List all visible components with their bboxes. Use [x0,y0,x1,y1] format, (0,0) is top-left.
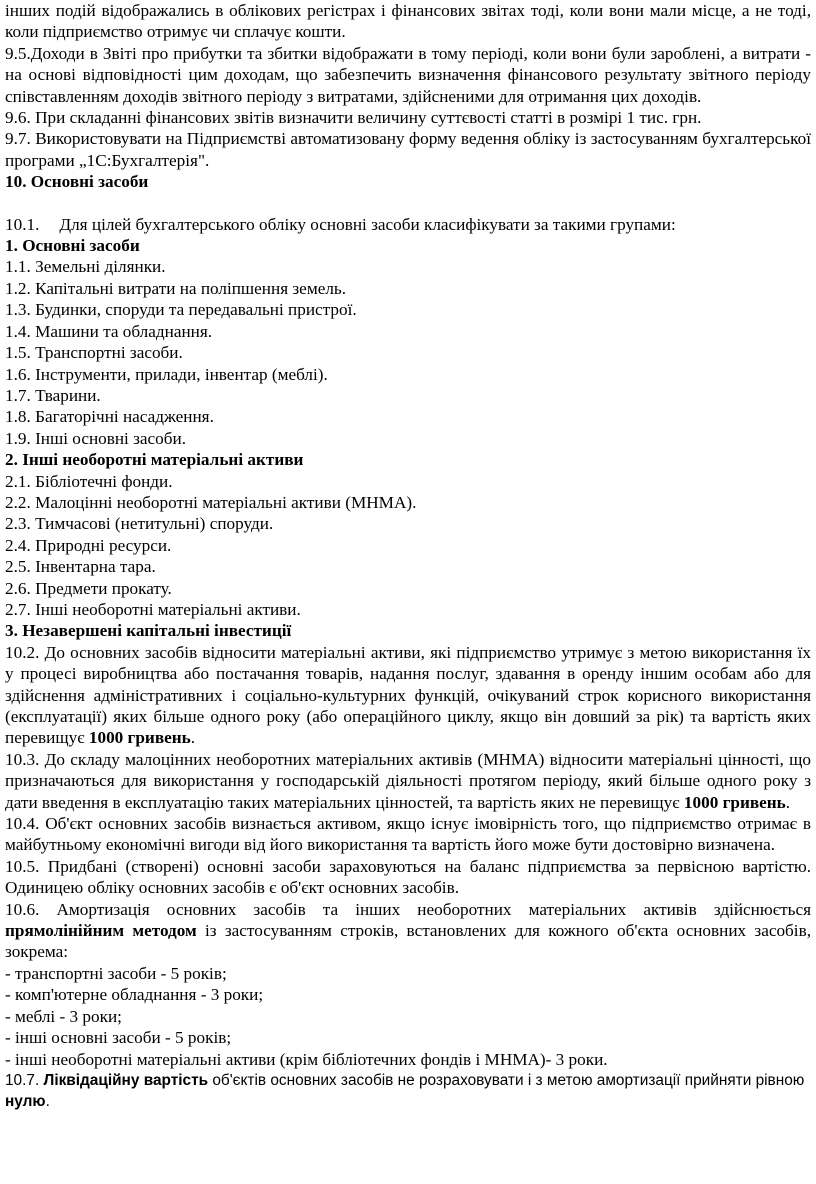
paragraph-10-7 [5,1070,811,1112]
list-item: 1.1. Земельні ділянки. [5,257,166,277]
list-item: 2.4. Природні ресурси. [5,535,172,555]
paragraph-10-3-amount: 1000 гривень [683,792,786,812]
paragraph-10-7-end: . [45,1092,50,1110]
paragraph-10-6-text-a: 10.6. Амортизація основних засобів та інших необоротних матеріальних активів здійснюється [5,899,811,919]
list-item: 2.1. Бібліотечні фонди. [5,471,173,491]
list-item: 1.4. Машини та обладнання. [5,321,213,341]
paragraph-10-2-amount: 1000 гривень [88,728,191,748]
paragraph-10-1 [5,214,811,235]
paragraph-10-7-text: об'єктів основних засобів не розраховувати і з метою амортизації прийняти рівною [208,1071,805,1089]
list-item: 1.2. Капітальні витрати на поліпшення земель. [5,278,347,298]
list-item: 2.2. Малоцінні необоротні матеріальні активи (МНМА). [5,492,417,512]
list-item: 1.5. Транспортні засоби. [5,343,183,363]
list-item: - транспортні засоби - 5 років; [5,963,227,983]
paragraph-10-5: 10.5. Придбані (створені) основні засоби зараховуються на баланс підприємства за первісною вартістю. Одиницею обліку основних засобів є об'єкт основних засобів. [5,856,811,898]
paragraph-10-7-number: 10.7. [5,1071,44,1089]
group-1-list [5,256,811,449]
group-2-heading: 2. Інші необоротні матеріальні активи [5,450,304,470]
paragraph-10-2 [5,642,811,749]
paragraph-10-1-number: 10.1. [5,214,40,234]
list-item: - меблі - 3 роки; [5,1006,122,1026]
paragraph-10-3-end: . [785,792,791,812]
group-3-heading: 3. Незавершені капітальні інвестиції [5,621,292,641]
group-1-heading: 1. Основні засоби [5,236,140,256]
list-item: 1.3. Будинки, споруди та передавальні пристрої. [5,300,357,320]
paragraph-9-6: 9.6. При складанні фінансових звітів визначити величину суттєвості статті в розмірі 1 тис. грн. [5,108,702,128]
group-2-list [5,471,811,621]
paragraph-10-2-end: . [190,728,196,748]
paragraph-10-6-method: прямолінійним методом [5,921,197,941]
list-item: 1.9. Інші основні засоби. [5,428,187,448]
list-item: 1.6. Інструменти, прилади, інвентар (меблі). [5,364,328,384]
list-item: 1.8. Багаторічні насадження. [5,407,214,427]
paragraph-10-6 [5,899,811,963]
paragraph-10-4: 10.4. Об'єкт основних засобів визнається активом, якщо існує імовірність того, що підприємство отримає в майбутньому економічні вигоди від його використання та вартість його може бути достовірно визначена. [5,814,811,855]
paragraph-10-3 [5,749,811,813]
paragraph-10-6-text-b: із застосуванням строків, встановлених для кожного об'єкта основних засобів, зокрема: [5,921,811,962]
section-10-heading: 10. Основні засоби [5,172,149,192]
list-item: 1.7. Тварини. [5,385,101,405]
paragraph-9-5: 9.5.Доходи в Звіті про прибутки та збитки відображати в тому періоді, коли вони були зароблені, а витрати - на основі відповідності цим доходам, що забезпечить визначення фінансового результату звітного періоду співставленням доходів звітного періоду з витратами, здійсненими для отримання цих доходів. [5,43,811,106]
list-item: 2.6. Предмети прокату. [5,578,172,598]
list-item: - інші основні засоби - 5 років; [5,1028,232,1048]
paragraph-9-7: 9.7. Використовувати на Підприємстві автоматизовану форму ведення обліку із застосуванням бухгалтерської програми „1С:Бухгалтерія". [5,129,811,170]
paragraph-10-7-term: Ліквідаційну вартість [43,1071,209,1089]
depreciation-terms-list [5,963,811,1070]
list-item: - інші необоротні матеріальні активи (крім бібліотечних фондів і МНМА)- 3 роки. [5,1049,608,1069]
list-item: - комп'ютерне обладнання - 3 роки; [5,985,264,1005]
paragraph-10-2-text: 10.2. До основних засобів відносити матеріальні активи, які підприємство утримує з метою використання їх у процесі виробництва або постачання товарів, надання послуг, здавання в оренду іншим особам або для здійснення адміністративних і соціально-культурних функцій, очікуваний строк корисного використання (експлуатації) яких більше одного року (або операційного циклу, якщо він довший за рік) та вартість яких перевищує [5,642,811,748]
list-item: 2.7. Інші необоротні матеріальні активи. [5,599,301,619]
paragraph-10-1-text: Для цілей бухгалтерського обліку основні засоби класифікувати за такими групами: [59,214,676,234]
paragraph-9-4-tail: інших подій відображались в облікових регістрах і фінансових звітах тоді, коли вони мали місце, а не тоді, коли підприємство отримує чи сплачує кошти. [5,1,811,42]
paragraph-10-7-zero: нулю [5,1092,46,1110]
blank-line [5,193,811,214]
paragraph-10-3-text: 10.3. До складу малоцінних необоротних матеріальних активів (МНМА) відносити матеріальні цінності, що призначаються для використання у господарській діяльності протягом періоду, який більше одного року з дати введення в експлуатацію таких матеріальних цінностей, та вартість яких не перевищує [5,749,811,812]
list-item: 2.3. Тимчасові (нетитульні) споруди. [5,514,274,534]
list-item: 2.5. Інвентарна тара. [5,557,156,577]
